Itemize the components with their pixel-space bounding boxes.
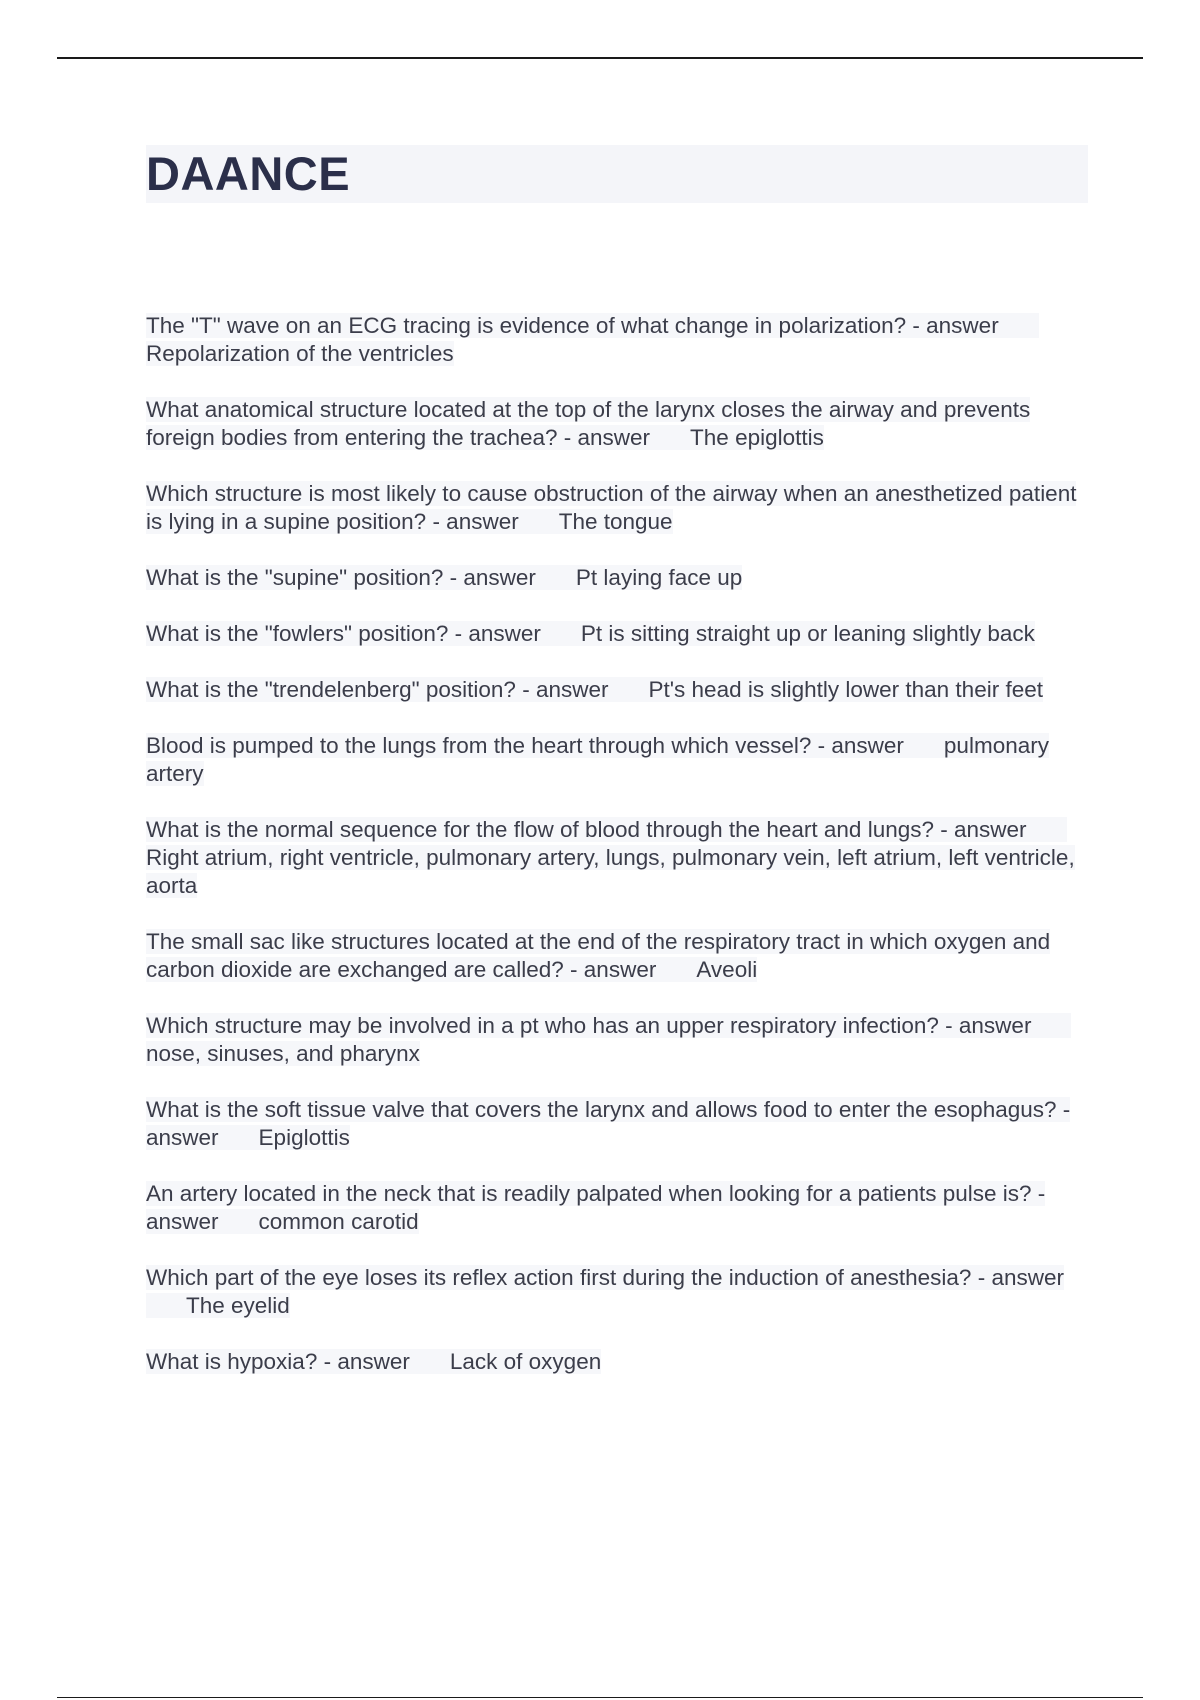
answer-separator: - answer bbox=[557, 425, 651, 450]
page-title: DAANCE bbox=[146, 145, 1088, 203]
qa-item bbox=[146, 396, 1096, 452]
answer-text: nose, sinuses, and pharynx bbox=[146, 1041, 420, 1066]
qa-text bbox=[146, 677, 1043, 702]
answer-separator: - answer bbox=[146, 1097, 1071, 1150]
question-text: What is the normal sequence for the flow of blood through the heart and lungs? bbox=[146, 817, 934, 842]
question-text: Which part of the eye loses its reflex action first during the induction of anesthesia? bbox=[146, 1265, 972, 1290]
answer-separator: - answer bbox=[448, 621, 541, 646]
answer-separator: - answer bbox=[938, 1013, 1032, 1038]
qa-item bbox=[146, 620, 1096, 648]
question-text: The "T" wave on an ECG tracing is evidence of what change in polarization? bbox=[146, 313, 907, 338]
qa-text bbox=[146, 1265, 1064, 1318]
bottom-rule bbox=[57, 1697, 1143, 1698]
answer-text: Epiglottis bbox=[258, 1125, 350, 1150]
answer-text: Pt is sitting straight up or leaning slightly back bbox=[580, 621, 1035, 646]
qa-item bbox=[146, 1012, 1096, 1068]
question-text: Which structure is most likely to cause obstruction of the airway when an anesthetized patient is lying in a supine position? bbox=[146, 481, 1077, 534]
qa-text bbox=[146, 397, 1030, 450]
answer-text: The epiglottis bbox=[690, 425, 824, 450]
answer-text: Repolarization of the ventricles bbox=[146, 341, 454, 366]
qa-text bbox=[146, 621, 1035, 646]
qa-text bbox=[146, 817, 1075, 898]
question-text: What is the soft tissue valve that covers the larynx and allows food to enter the esophagus? bbox=[146, 1097, 1057, 1122]
qa-item bbox=[146, 312, 1096, 368]
qa-item bbox=[146, 928, 1096, 984]
qa-text bbox=[146, 1349, 601, 1374]
qa-item bbox=[146, 480, 1096, 536]
qa-text bbox=[146, 1013, 1071, 1066]
question-text: What is hypoxia? bbox=[146, 1349, 318, 1374]
answer-separator: - answer bbox=[563, 957, 657, 982]
answer-separator: - answer bbox=[146, 1181, 1046, 1234]
qa-text bbox=[146, 565, 742, 590]
question-text: Blood is pumped to the lungs from the heart through which vessel? bbox=[146, 733, 812, 758]
answer-text: Right atrium, right ventricle, pulmonary artery, lungs, pulmonary vein, left atrium, left ventricle, aorta bbox=[146, 845, 1075, 898]
qa-list bbox=[146, 312, 1096, 1404]
answer-separator: - answer bbox=[906, 313, 999, 338]
qa-item bbox=[146, 816, 1096, 900]
question-text: What is the "trendelenberg" position? bbox=[146, 677, 516, 702]
question-text: Which structure may be involved in a pt who has an upper respiratory infection? bbox=[146, 1013, 939, 1038]
answer-text: Pt laying face up bbox=[575, 565, 743, 590]
qa-text bbox=[146, 929, 1050, 982]
answer-separator: - answer bbox=[811, 733, 904, 758]
answer-text: pulmonary artery bbox=[146, 733, 1049, 786]
qa-item bbox=[146, 1348, 1096, 1376]
answer-text: The eyelid bbox=[186, 1293, 290, 1318]
qa-item bbox=[146, 1096, 1096, 1152]
answer-text: Lack of oxygen bbox=[449, 1349, 602, 1374]
qa-text bbox=[146, 1097, 1070, 1150]
question-text: The small sac like structures located at the end of the respiratory tract in which oxygen and carbon dioxide are exchanged are called? bbox=[146, 929, 1051, 982]
answer-separator: - answer bbox=[515, 677, 609, 702]
question-text: What is the "supine" position? bbox=[146, 565, 444, 590]
answer-separator: - answer bbox=[426, 509, 519, 534]
answer-separator: - answer bbox=[443, 565, 536, 590]
answer-text: The tongue bbox=[558, 509, 673, 534]
qa-text bbox=[146, 313, 1039, 366]
answer-separator: - answer bbox=[971, 1265, 1064, 1290]
question-text: An artery located in the neck that is readily palpated when looking for a patients pulse is? bbox=[146, 1181, 1032, 1206]
answer-separator: - answer bbox=[934, 817, 1027, 842]
question-text: What is the "fowlers" position? bbox=[146, 621, 449, 646]
qa-item bbox=[146, 732, 1096, 788]
qa-text bbox=[146, 733, 1049, 786]
qa-text bbox=[146, 1181, 1045, 1234]
top-rule bbox=[57, 57, 1143, 59]
qa-text bbox=[146, 481, 1076, 534]
answer-text: common carotid bbox=[258, 1209, 419, 1234]
qa-item bbox=[146, 1180, 1096, 1236]
answer-text: Aveoli bbox=[696, 957, 758, 982]
qa-item bbox=[146, 676, 1096, 704]
qa-item bbox=[146, 564, 1096, 592]
answer-text: Pt's head is slightly lower than their feet bbox=[648, 677, 1043, 702]
question-text: What anatomical structure located at the top of the larynx closes the airway and prevents foreign bodies from entering the trachea? bbox=[146, 397, 1031, 450]
answer-separator: - answer bbox=[317, 1349, 410, 1374]
qa-item bbox=[146, 1264, 1096, 1320]
